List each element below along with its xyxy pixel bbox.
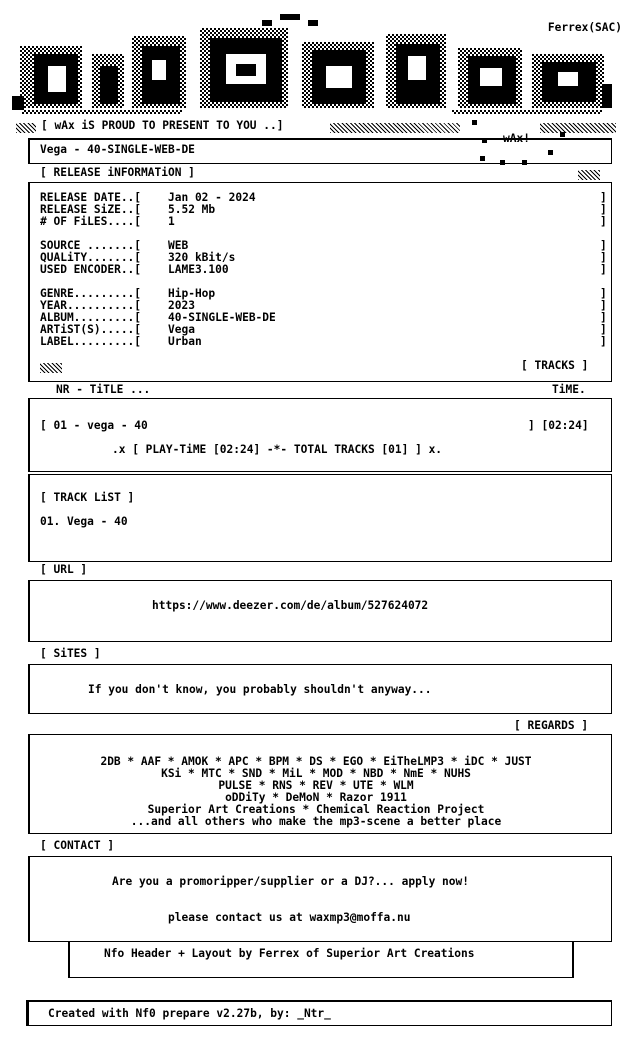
info-value: LAME3.100 bbox=[168, 263, 229, 276]
tracklist-heading: [ TRACK LiST ] bbox=[40, 491, 135, 504]
info-row-end: ] bbox=[600, 287, 607, 300]
wax-logo bbox=[12, 14, 614, 122]
info-row-end: ] bbox=[600, 263, 607, 276]
header-credit: Ferrex(SAC) bbox=[547, 21, 622, 34]
info-value: Hip-Hop bbox=[168, 287, 216, 300]
info-row-end: ] bbox=[600, 239, 607, 252]
info-value: 320 kBit/s bbox=[168, 251, 236, 264]
tracks-heading: [ TRACKS ] bbox=[521, 359, 589, 372]
info-row-end: ] bbox=[600, 191, 607, 204]
info-value: 40-SINGLE-WEB-DE bbox=[168, 311, 276, 324]
layout-credit: Nfo Header + Layout by Ferrex of Superior Art Creations bbox=[104, 947, 475, 960]
created-with: Created with Nf0 prepare v2.27b, by: _Ntr_ bbox=[48, 1007, 331, 1020]
contact-heading: [ CONTACT ] bbox=[40, 839, 115, 852]
info-value: 2023 bbox=[168, 299, 195, 312]
info-label: ARTiST(S).....[ bbox=[40, 323, 142, 336]
info-label: GENRE.........[ bbox=[40, 287, 142, 300]
info-row-end: ] bbox=[600, 203, 607, 216]
info-label: ALBUM.........[ bbox=[40, 311, 142, 324]
regards-line: oDDiTy * DeMoN * Razor 1911 bbox=[225, 791, 407, 804]
info-value: 5.52 Mb bbox=[168, 203, 216, 216]
info-row-end: ] bbox=[600, 215, 607, 228]
tracks-summary: .x [ PLAY-TiME [02:24] -*- TOTAL TRACKS [01] ] x. bbox=[112, 443, 443, 456]
info-heading: [ RELEASE iNFORMATiON ] bbox=[40, 166, 195, 179]
info-row-end: ] bbox=[600, 311, 607, 324]
release-title: Vega - 40-SINGLE-WEB-DE bbox=[40, 143, 195, 156]
contact-apply: Are you a promoripper/supplier or a DJ?... apply now! bbox=[112, 875, 469, 888]
info-label: # OF FiLES....[ bbox=[40, 215, 142, 228]
contact-box bbox=[28, 856, 612, 942]
info-label: SOURCE .......[ bbox=[40, 239, 142, 252]
col-time-header: TiME. bbox=[552, 383, 586, 396]
regards-line: KSi * MTC * SND * MiL * MOD * NBD * NmE * NUHS bbox=[161, 767, 471, 780]
info-row-end: ] bbox=[600, 251, 607, 264]
info-label: RELEASE DATE..[ bbox=[40, 191, 142, 204]
tracks-box bbox=[28, 398, 612, 472]
regards-line: Superior Art Creations * Chemical Reaction Project bbox=[147, 803, 485, 816]
regards-line: ...and all others who make the mp3-scene a better place bbox=[130, 815, 502, 828]
track-entry: [ 01 - vega - 40 bbox=[40, 419, 148, 432]
info-value: 1 bbox=[168, 215, 175, 228]
regards-line: PULSE * RNS * REV * UTE * WLM bbox=[218, 779, 414, 792]
info-label: USED ENCODER..[ bbox=[40, 263, 142, 276]
tagline: [ wAx iS PROUD TO PRESENT TO YOU ..] bbox=[41, 119, 284, 132]
regards-heading: [ REGARDS ] bbox=[514, 719, 589, 732]
info-row-end: ] bbox=[600, 323, 607, 336]
info-label: QUALiTY.......[ bbox=[40, 251, 142, 264]
tracklist-item: 01. Vega - 40 bbox=[40, 515, 128, 528]
info-value: Vega bbox=[168, 323, 195, 336]
info-label: YEAR..........[ bbox=[40, 299, 142, 312]
header-tag: wAx! bbox=[503, 132, 530, 145]
info-value: Jan 02 - 2024 bbox=[168, 191, 256, 204]
sites-heading: [ SiTES ] bbox=[40, 647, 101, 660]
info-row-end: ] bbox=[600, 335, 607, 348]
info-value: WEB bbox=[168, 239, 189, 252]
info-value: Urban bbox=[168, 335, 202, 348]
sites-text: If you don't know, you probably shouldn't anyway... bbox=[88, 683, 432, 696]
url-link[interactable]: https://www.deezer.com/de/album/527624072 bbox=[152, 599, 429, 612]
col-title-header: NR - TiTLE ... bbox=[56, 383, 151, 396]
url-heading: [ URL ] bbox=[40, 563, 88, 576]
track-time: ] [02:24] bbox=[528, 419, 589, 432]
regards-line: 2DB * AAF * AMOK * APC * BPM * DS * EGO * EiTheLMP3 * iDC * JUST bbox=[100, 755, 532, 768]
info-label: LABEL.........[ bbox=[40, 335, 142, 348]
info-label: RELEASE SiZE..[ bbox=[40, 203, 142, 216]
info-row-end: ] bbox=[600, 299, 607, 312]
contact-email[interactable]: please contact us at waxmp3@moffa.nu bbox=[168, 911, 411, 924]
